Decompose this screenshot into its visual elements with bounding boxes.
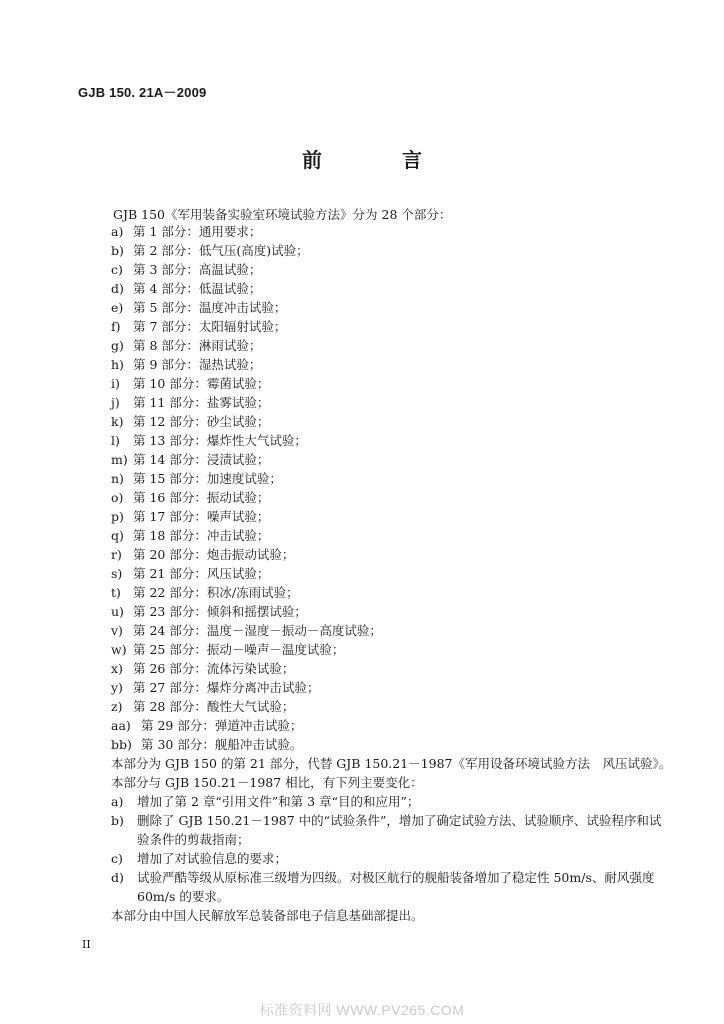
change-marker: c) [111,851,123,866]
list-item [111,317,286,336]
change-text: 删除了 GJB 150.21－1987 中的“试验条件”，增加了确定试验方法、试验顺序、试验程序和试验条件的剪裁指南； [137,813,662,847]
list-text: 第 28 部分：酸性大气试验； [133,699,295,714]
list-marker: s) [111,566,123,581]
replace-note: 本部分为 GJB 150 的第 21 部分，代替 GJB 150.21－1987《军用设备环境试验方法 风压试验》。 [111,756,672,771]
list-text: 第 3 部分：高温试验； [133,262,262,277]
list-marker: b) [111,243,124,258]
list-text: 第 21 部分：风压试验； [133,566,270,581]
list-marker: p) [111,509,124,524]
list-marker: e) [111,300,124,315]
list-marker: w) [111,642,127,657]
list-marker: x) [111,661,123,676]
list-item [111,431,307,450]
list-text: 第 12 部分：砂尘试验； [133,414,270,429]
list-item [111,621,382,640]
list-item [111,678,319,697]
list-item [111,697,294,716]
list-item [111,488,269,507]
list-text: 第 1 部分：通用要求； [133,224,262,239]
list-text: 第 27 部分：爆炸分离冲击试验； [133,680,320,695]
list-item [111,298,286,317]
list-marker: c) [111,262,123,277]
list-text: 第 11 部分：盐雾试验； [133,395,270,410]
list-text: 第 29 部分：弹道冲击试验； [141,718,303,733]
document-code: GJB 150. 21A－2009 [78,85,207,100]
list-marker: bb) [111,737,132,752]
list-marker: h) [111,357,124,372]
intro-text: GJB 150《军用装备实验室环境试验方法》分为 28 个部分： [113,207,452,222]
list-text: 第 17 部分：噪声试验； [133,509,270,524]
watermark: 标准资料网 WWW.PV265.COM [259,1002,465,1018]
list-text: 第 14 部分：浸渍试验； [133,452,270,467]
list-item [111,355,261,374]
list-text: 第 5 部分：温度冲击试验； [133,300,287,315]
list-text: 第 18 部分：冲击试验； [133,528,270,543]
list-text: 第 15 部分：加速度试验； [133,471,282,486]
change-item [111,811,671,849]
list-text: 第 13 部分：爆炸性大气试验； [133,433,307,448]
list-text: 第 22 部分：积冰/冻雨试验； [133,585,299,600]
list-item [111,659,294,678]
list-item [111,450,269,469]
list-item [111,469,282,488]
list-item [111,260,261,279]
change-text: 试验严酷等级从原标准三级增为四级。对极区航行的舰船装备增加了稳定性 50m/s、耐风强度 60m/s 的要求。 [137,870,655,904]
list-item [111,412,269,431]
list-item [111,393,269,412]
list-text: 第 20 部分：炮击振动试验； [133,547,295,562]
list-marker: n) [111,471,124,486]
list-item [111,336,261,355]
list-marker: z) [111,699,123,714]
list-item [111,735,302,754]
list-marker: g) [111,338,124,353]
change-item [111,849,671,868]
list-marker: a) [111,224,124,239]
list-item [111,545,294,564]
list-text: 第 9 部分：湿热试验； [133,357,262,372]
list-text: 第 4 部分：低温试验； [133,281,262,296]
change-marker: b) [111,813,124,828]
change-marker: d) [111,870,124,885]
list-item [111,374,269,393]
list-marker: r) [111,547,122,562]
list-marker: v) [111,623,123,638]
list-marker: k) [111,414,124,429]
list-marker: m) [111,452,128,467]
list-marker: f) [111,319,121,334]
list-marker: t) [111,585,121,600]
list-text: 第 2 部分：低气压(高度)试验； [133,243,309,258]
change-text: 增加了对试验信息的要求； [137,851,288,866]
list-marker: y) [111,680,123,695]
list-marker: q) [111,528,124,543]
list-text: 第 23 部分：倾斜和摇摆试验； [133,604,307,619]
list-marker: j) [111,395,120,410]
change-item [111,792,671,811]
list-item [111,241,309,260]
list-text: 第 7 部分：太阳辐射试验； [133,319,287,334]
list-item [111,564,269,583]
list-item [111,507,269,526]
change-item [111,868,671,906]
list-item [111,640,344,659]
list-text: 第 30 部分：舰船冲击试验。 [141,737,303,752]
list-marker: u) [111,604,124,619]
list-item [111,526,269,545]
list-marker: l) [111,433,120,448]
list-text: 第 24 部分：温度－湿度－振动－高度试验； [133,623,382,638]
list-text: 第 16 部分：振动试验； [133,490,270,505]
list-item [111,222,261,241]
proposed-by: 本部分由中国人民解放军总装备部电子信息基础部提出。 [111,908,424,923]
list-text: 第 8 部分：淋雨试验； [133,338,262,353]
list-item [111,279,261,298]
list-marker: i) [111,376,120,391]
list-marker: aa) [111,718,131,733]
page-title: 前 言 [302,148,452,172]
page-number: II [82,938,91,951]
compare-note: 本部分与 GJB 150.21－1987 相比，有下列主要变化： [111,775,423,790]
list-text: 第 26 部分：流体污染试验； [133,661,295,676]
list-text: 第 10 部分：霉菌试验； [133,376,270,391]
change-text: 增加了第 2 章“引用文件”和第 3 章“目的和应用”； [137,794,420,809]
list-marker: d) [111,281,124,296]
list-item [111,716,302,735]
change-marker: a) [111,794,124,809]
list-text: 第 25 部分：振动－噪声－温度试验； [133,642,345,657]
list-item [111,602,307,621]
list-item [111,583,299,602]
list-marker: o) [111,490,124,505]
